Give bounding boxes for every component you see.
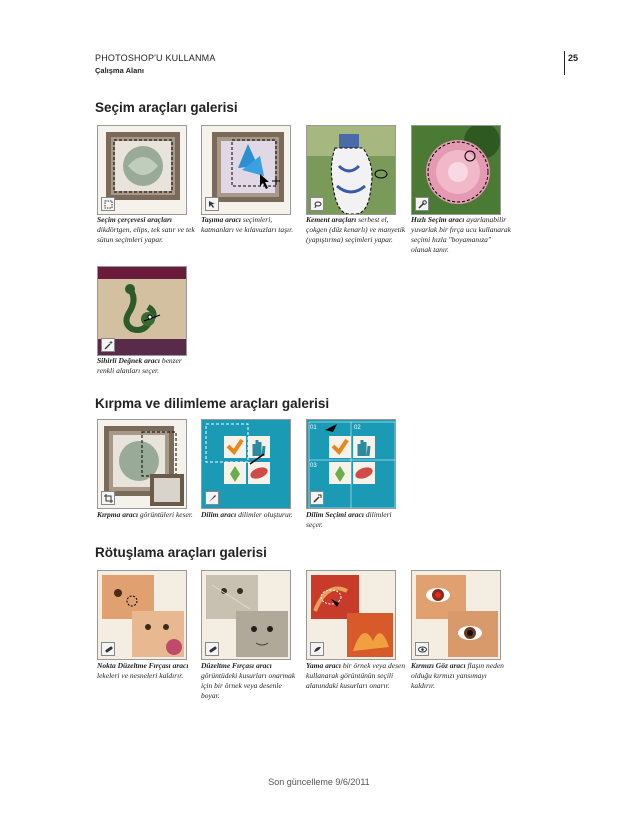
patch-tool-image <box>306 570 396 660</box>
caption-magic-wand: Sihirli Değnek aracı benzer renkli alanları seçer. <box>97 356 182 375</box>
caption-patch: Yama aracı bir örnek veya desen kullanarak görüntünün seçili alanındaki kusurları onarır. <box>306 661 406 690</box>
caption-lasso: Kement araçları serbest el, çokgen (düz kenarlı) ve manyetik (yapıştırma) seçimleri yapar. <box>306 215 406 244</box>
slice-tool-image <box>201 419 291 509</box>
crop-tool-image <box>97 419 187 509</box>
slice-label-01: 01 <box>310 425 317 431</box>
slice-icon <box>205 491 219 505</box>
caption-spot-healing: Nokta Düzeltme Fırçası aracı lekeleri ve nesneleri kaldırır. <box>97 661 189 680</box>
slice-label-03: 03 <box>310 463 317 469</box>
magic-wand-icon <box>101 338 115 352</box>
caption-slice: Dilim aracı dilimler oluşturur. <box>201 510 293 519</box>
footer-last-updated: Son güncelleme 9/6/2011 <box>268 777 370 787</box>
lasso-tool-image <box>306 125 396 215</box>
patch-icon <box>310 642 324 656</box>
caption-quick-selection: Hızlı Seçim aracı ayarlanabilir yuvarlak bir fırça ucu kullanarak seçimi hızla "boyamanıza" olanak tanır. <box>411 215 511 254</box>
crop-icon <box>101 491 115 505</box>
move-tool-image <box>201 125 291 215</box>
header-divider <box>564 51 565 75</box>
caption-marquee: Seçim çerçevesi araçları dikdörtgen, elips, tek satır ve tek sütun seçimleri yapar. <box>97 215 195 244</box>
section-title-selection: Seçim araçları galerisi <box>95 100 238 115</box>
red-eye-tool-image <box>411 570 501 660</box>
marquee-icon <box>101 197 115 211</box>
running-header: PHOTOSHOP'U KULLANMA <box>95 53 216 63</box>
page-number: 25 <box>568 53 579 63</box>
slice-label-02: 02 <box>354 425 361 431</box>
caption-healing-brush: Düzeltme Fırçası aracı görüntüdeki kusurları onarmak için bir örnek veya desenle boyar. <box>201 661 296 700</box>
healing-brush-icon <box>205 642 219 656</box>
caption-slice-select: Dilim Seçimi aracı dilimleri seçer. <box>306 510 392 529</box>
lasso-icon <box>310 197 324 211</box>
spot-healing-icon <box>101 642 115 656</box>
caption-move: Taşıma aracı seçimleri, katmanları ve kılavuzları taşır. <box>201 215 294 234</box>
caption-crop: Kırpma aracı görüntüleri keser. <box>97 510 193 519</box>
red-eye-icon <box>415 642 429 656</box>
magic-wand-tool-image <box>97 266 187 356</box>
move-icon <box>205 197 219 211</box>
spot-healing-tool-image <box>97 570 187 660</box>
quick-selection-icon <box>415 197 429 211</box>
healing-brush-tool-image <box>201 570 291 660</box>
slice-select-icon <box>310 491 324 505</box>
quick-selection-tool-image <box>411 125 501 215</box>
slice-select-tool-image <box>306 419 396 509</box>
caption-red-eye: Kırmızı Göz aracı flaşın neden olduğu kırmızı yansımayı kaldırır. <box>411 661 504 690</box>
section-title-retouch: Rötuşlama araçları galerisi <box>95 545 267 560</box>
marquee-tool-image <box>97 125 187 215</box>
section-title-crop: Kırpma ve dilimleme araçları galerisi <box>95 396 330 411</box>
chapter-subtitle: Çalışma Alanı <box>95 66 144 75</box>
